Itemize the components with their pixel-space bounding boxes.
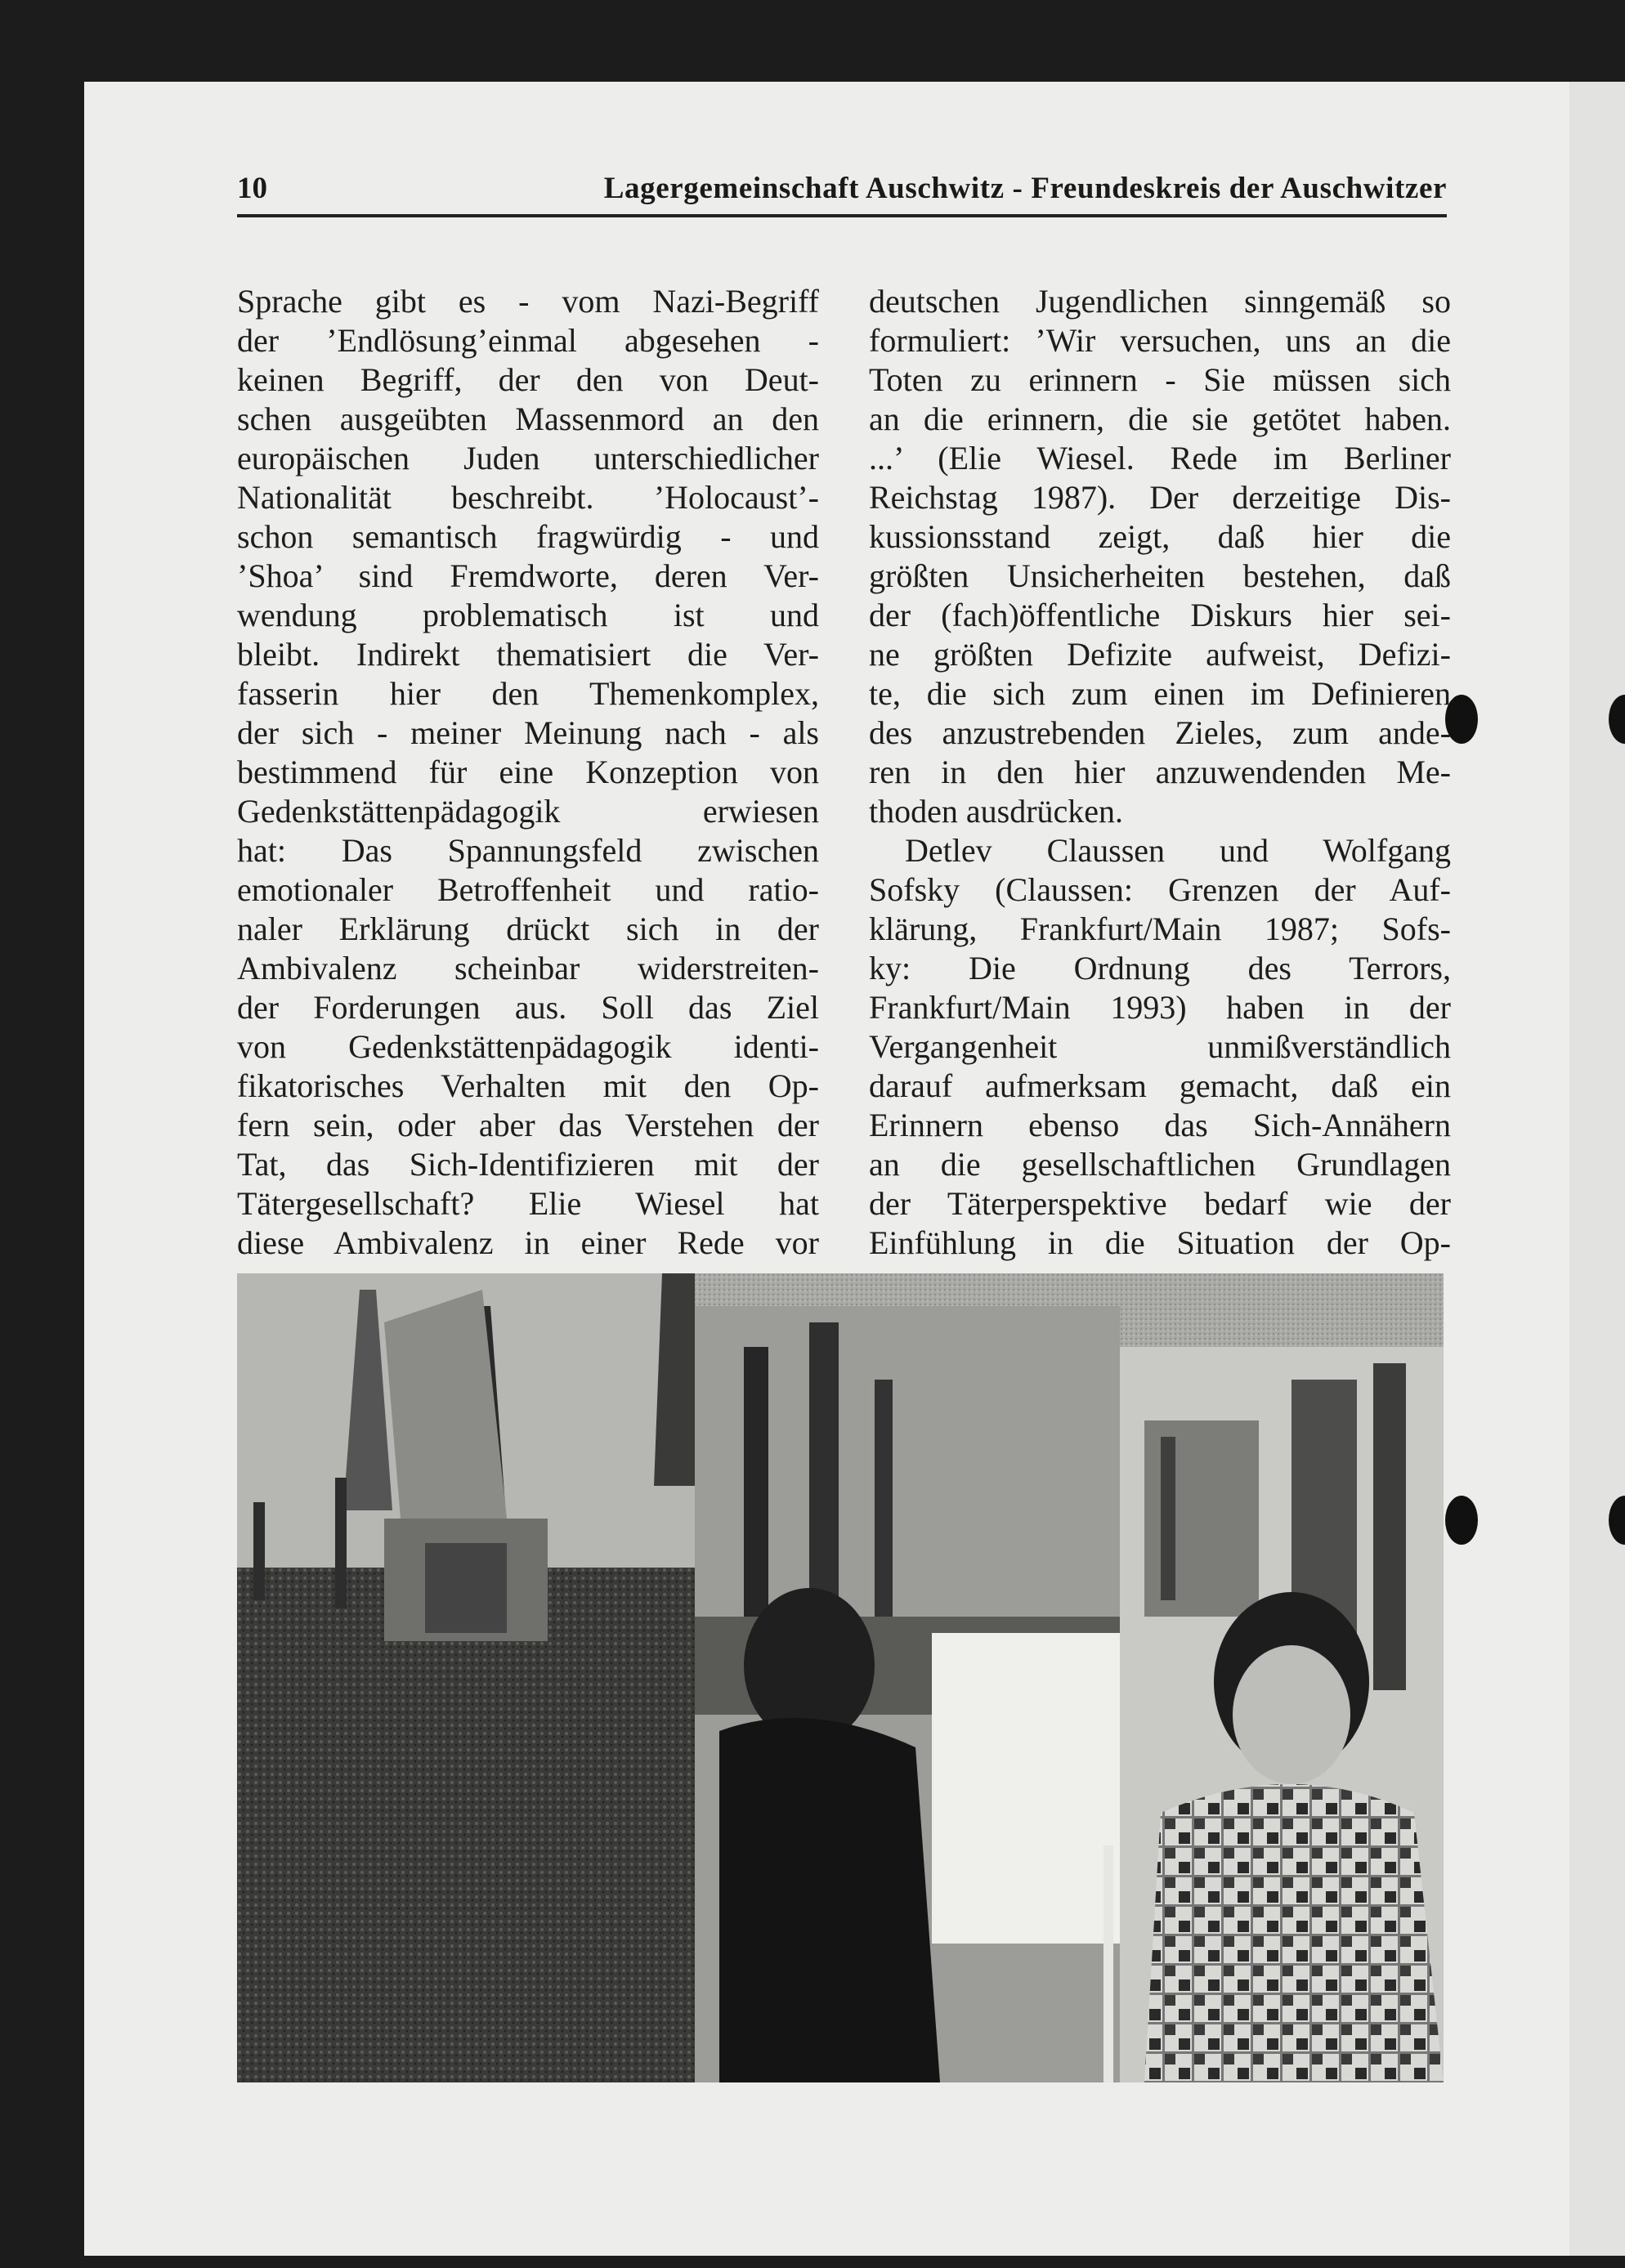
text-line: darauf aufmerksam gemacht, daß ein bbox=[869, 1067, 1451, 1104]
text-line: naler Erklärung drückt sich in der bbox=[237, 910, 819, 947]
text-line: formuliert: ’Wir versuchen, uns an die bbox=[869, 322, 1451, 359]
text-line: fasserin hier den Themenkomplex, bbox=[237, 675, 819, 712]
adjacent-page-edge bbox=[1569, 82, 1625, 2256]
text-line: Erinnern ebenso das Sich-Annähern bbox=[869, 1107, 1451, 1143]
text-line: Nationalität beschreibt. ’Holocaust’- bbox=[237, 479, 819, 516]
text-line: Gedenkstättenpädagogik erwiesen bbox=[237, 793, 819, 830]
text-line: thoden ausdrücken. bbox=[869, 793, 1124, 830]
text-line: bestimmend für eine Konzeption von bbox=[237, 754, 819, 790]
punch-hole bbox=[1445, 1496, 1478, 1545]
text-line: größten Unsicherheiten bestehen, daß bbox=[869, 557, 1451, 594]
text-line: deutschen Jugendlichen sinngemäß so bbox=[869, 283, 1451, 320]
left-text-column bbox=[237, 282, 819, 1263]
text-line: der Forderungen aus. Soll das Ziel bbox=[237, 989, 819, 1026]
text-line: ky: Die Ordnung des Terrors, bbox=[869, 950, 1451, 986]
text-line: Tätergesellschaft? Elie Wiesel hat bbox=[237, 1185, 819, 1222]
text-line: an die erinnern, die sie getötet haben. bbox=[869, 400, 1451, 437]
text-line: Sofsky (Claussen: Grenzen der Auf- bbox=[869, 871, 1451, 908]
page-number: 10 bbox=[237, 172, 267, 205]
text-line: der (fach)öffentliche Diskurs hier sei- bbox=[869, 597, 1451, 633]
text-line: ...’ (Elie Wiesel. Rede im Berliner bbox=[869, 440, 1451, 476]
text-line: Toten zu erinnern - Sie müssen sich bbox=[869, 361, 1451, 398]
text-line: kussionsstand zeigt, daß hier die bbox=[869, 518, 1451, 555]
text-line: Tat, das Sich-Identifizieren mit der bbox=[237, 1146, 819, 1183]
text-line: emotionaler Betroffenheit und ratio- bbox=[237, 871, 819, 908]
text-line: klärung, Frankfurt/Main 1987; Sofs- bbox=[869, 910, 1451, 947]
text-line: der sich - meiner Meinung nach - als bbox=[237, 714, 819, 751]
memorial-exhibition-photo bbox=[237, 1273, 1444, 2082]
running-title: Lagergemeinschaft Auschwitz - Freundeskreis der Auschwitzer bbox=[603, 172, 1447, 205]
right-text-column bbox=[869, 282, 1451, 1263]
text-line: schen ausgeübten Massenmord an den bbox=[237, 400, 819, 437]
text-line: Vergangenheit unmißverständlich bbox=[869, 1028, 1451, 1065]
text-line: Einfühlung in die Situation der Op- bbox=[869, 1224, 1451, 1261]
text-line: bleibt. Indirekt thematisiert die Ver- bbox=[237, 636, 819, 673]
text-line: des anzustrebenden Zieles, zum ande- bbox=[869, 714, 1451, 751]
text-line: hat: Das Spannungsfeld zwischen bbox=[237, 832, 819, 869]
text-line: Ambivalenz scheinbar widerstreiten- bbox=[237, 950, 819, 986]
text-line: der ’Endlösung’einmal abgesehen - bbox=[237, 322, 819, 359]
text-line: der Täterperspektive bedarf wie der bbox=[869, 1185, 1451, 1222]
text-line: fikatorisches Verhalten mit den Op- bbox=[237, 1067, 819, 1104]
text-line: Detlev Claussen und Wolfgang bbox=[905, 832, 1451, 869]
text-line: diese Ambivalenz in einer Rede vor bbox=[237, 1224, 819, 1261]
photo-icon bbox=[237, 1273, 1444, 2082]
text-line: ’Shoa’ sind Fremdworte, deren Ver- bbox=[237, 557, 819, 594]
text-line: keinen Begriff, der den von Deut- bbox=[237, 361, 819, 398]
text-line: ren in den hier anzuwendenden Me- bbox=[869, 754, 1451, 790]
text-line: schon semantisch fragwürdig - und bbox=[237, 518, 819, 555]
text-line: von Gedenkstättenpädagogik identi- bbox=[237, 1028, 819, 1065]
page-header bbox=[237, 173, 1447, 217]
text-line: fern sein, oder aber das Verstehen der bbox=[237, 1107, 819, 1143]
text-line: Reichstag 1987). Der derzeitige Dis- bbox=[869, 479, 1451, 516]
text-line: te, die sich zum einen im Definieren bbox=[869, 675, 1451, 712]
text-line: Frankfurt/Main 1993) haben in der bbox=[869, 989, 1451, 1026]
text-line: wendung problematisch ist und bbox=[237, 597, 819, 633]
text-line: ne größten Defizite aufweist, Defizi- bbox=[869, 636, 1451, 673]
text-line: europäischen Juden unterschiedlicher bbox=[237, 440, 819, 476]
text-line: Sprache gibt es - vom Nazi-Begriff bbox=[237, 283, 819, 320]
text-line: an die gesellschaftlichen Grundlagen bbox=[869, 1146, 1451, 1183]
